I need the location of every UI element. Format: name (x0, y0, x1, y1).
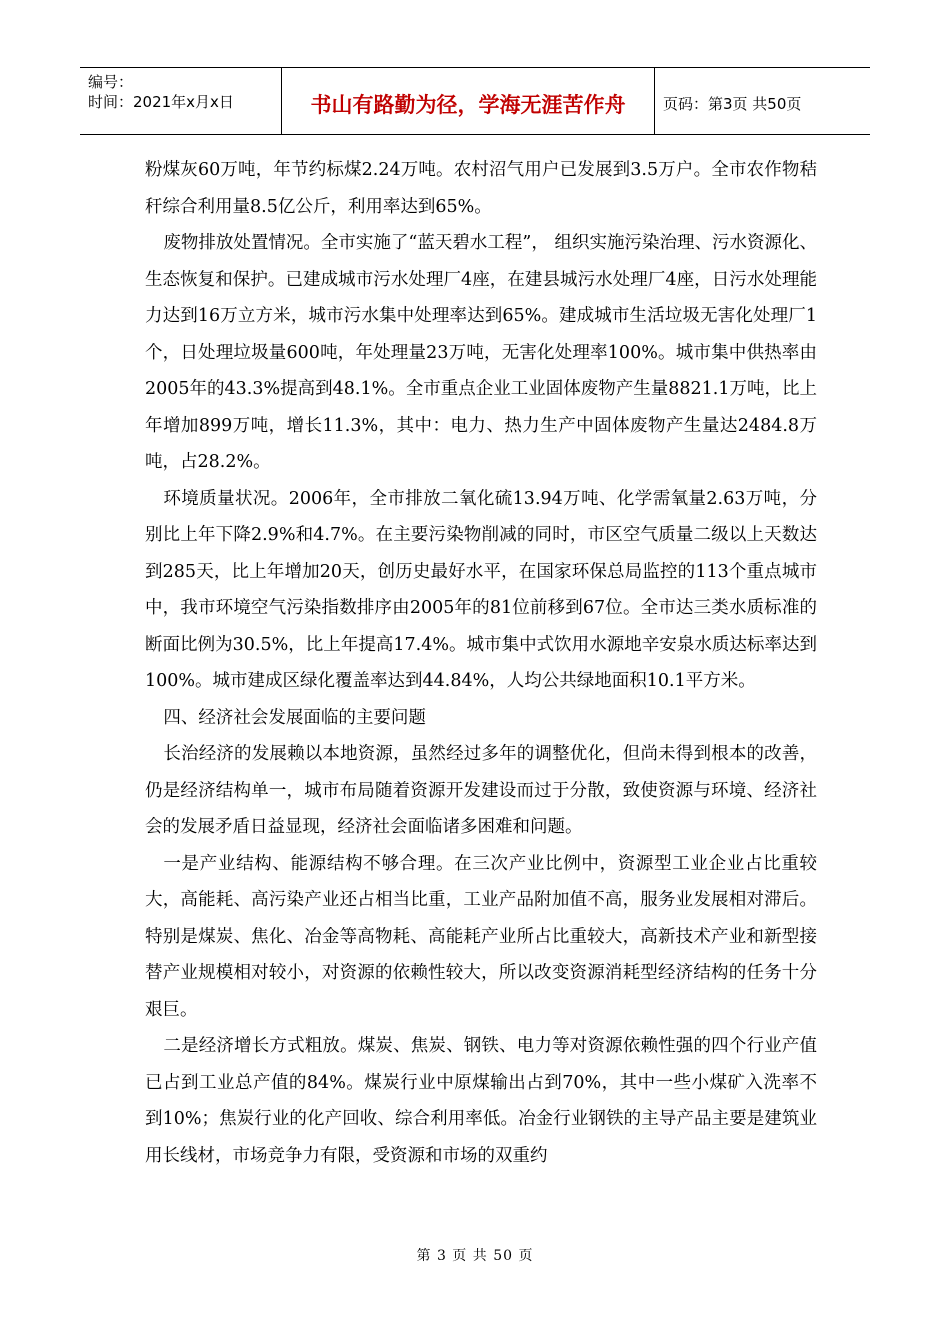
paragraph: 二是经济增长方式粗放。煤炭、焦炭、钢铁、电力等对资源依赖性强的四个行业产值已占到工业总产值的84%。煤炭行业中原煤输出占到70%，其中一些小煤矿入洗率不到10%；焦炭行业的化产回收、综合利用率低。冶金行业钢铁的主导产品主要是建筑业用长线材，市场竞争力有限，受资源和市场的双重约 (145, 1036, 817, 1166)
document-number-label: 编号： (88, 73, 134, 91)
header-motto-cell (282, 68, 655, 134)
document-body (145, 152, 817, 1174)
paragraph: 废物排放处置情况。全市实施了“蓝天碧水工程”， 组织实施污染治理、污水资源化、生态恢复和保护。已建成城市污水处理厂4座，在建县城污水处理厂4座，日污水处理能力达到16万立方米，城市污水集中处理率达到65%。建成城市生活垃圾无害化处理厂1个，日处理垃圾量600吨，年处理量23万吨，无害化处理率100%。城市集中供热率由2005年的43.3%提高到48.1%。全市重点企业工业固体废物产生量8821.1万吨，比上年增加899万吨，增长11.3%，其中：电力、热力生产中固体废物产生量达2484.8万吨，占28.2%。 (145, 233, 817, 472)
paragraph: 环境质量状况。2006年，全市排放二氧化硫13.94万吨、化学需氧量2.63万吨，分别比上年下降2.9%和4.7%。在主要污染物削减的同时，市区空气质量二级以上天数达到285天，比上年增加20天，创历史最好水平，在国家环保总局监控的113个重点城市中，我市环境空气污染指数排序由2005年的81位前移到67位。全市达三类水质标准的断面比例为30.5%，比上年提高17.4%。城市集中式饮用水源地辛安泉水质达标率达到100%。城市建成区绿化覆盖率达到44.84%，人均公共绿地面积10.1平方米。 (145, 488, 817, 691)
section-heading: 四、经济社会发展面临的主要问题 (163, 707, 426, 728)
header-motto: 书山有路勤为径，学海无涯苦作舟 (310, 93, 626, 117)
page-footer: 第 3 页 共 50 页 (416, 1248, 534, 1264)
paragraph: 长治经济的发展赖以本地资源，虽然经过多年的调整优化，但尚未得到根本的改善，仍是经济结构单一，城市布局随着资源开发建设而过于分散，致使资源与环境、经济社会的发展矛盾日益显现，经济社会面临诸多困难和问题。 (145, 744, 817, 837)
document-header (80, 67, 870, 135)
header-page-cell (655, 68, 870, 134)
header-page-label: 页码：第3页 共50页 (663, 94, 802, 113)
paragraph: 一是产业结构、能源结构不够合理。在三次产业比例中，资源型工业企业占比重较大，高能耗、高污染产业还占相当比重，工业产品附加值不高，服务业发展相对滞后。特别是煤炭、焦化、冶金等高物耗、高能耗产业所占比重较大，高新技术产业和新型接替产业规模相对较小，对资源的依赖性较大，所以改变资源消耗型经济结构的任务十分艰巨。 (145, 853, 817, 1020)
document-date-label: 时间：2021年x月x日 (88, 93, 234, 111)
paragraph: 粉煤灰60万吨，年节约标煤2.24万吨。农村沼气用户已发展到3.5万户。全市农作物秸秆综合利用量8.5亿公斤，利用率达到65%。 (145, 160, 817, 217)
header-meta-cell (80, 68, 282, 134)
